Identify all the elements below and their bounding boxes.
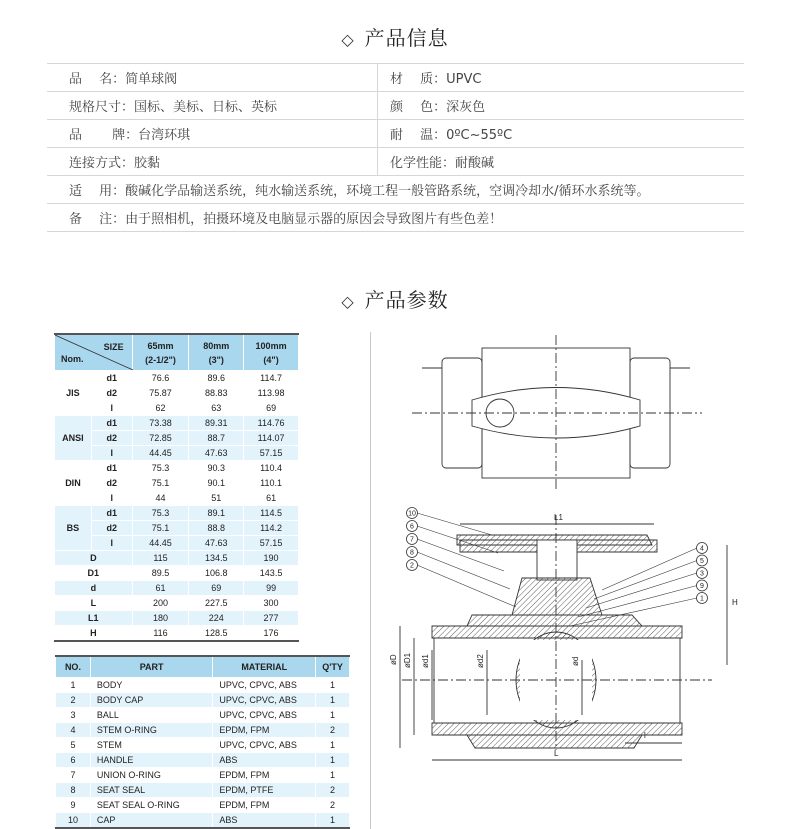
table-cell: 114.7 <box>244 371 299 386</box>
table-cell: 1 <box>316 678 350 693</box>
info-cell: 材 质：UPVC <box>378 64 745 92</box>
table-cell: 114.07 <box>244 431 299 446</box>
dim-D1: øD1 <box>403 652 412 668</box>
table-cell: 1 <box>316 768 350 783</box>
table-cell: d1 <box>91 416 132 431</box>
table-row <box>55 611 299 626</box>
table-cell: l <box>91 536 132 551</box>
corner-size-label: SIZE <box>103 342 124 352</box>
table-cell: 7 <box>56 768 91 783</box>
product-info-table <box>47 63 744 232</box>
section-title-text: 产品信息 <box>364 26 449 50</box>
standard-label: JIS <box>55 371 92 416</box>
table-cell: EPDM, FPM <box>213 798 316 813</box>
table-cell: 143.5 <box>244 566 299 581</box>
table-row <box>55 521 299 536</box>
table-cell: 75.1 <box>132 521 189 536</box>
table-cell: 114.5 <box>244 506 299 521</box>
callout-number: 1 <box>700 595 704 603</box>
table-cell: 47.63 <box>189 446 244 461</box>
table-cell: BODY <box>90 678 213 693</box>
table-cell: EPDM, FPM <box>213 768 316 783</box>
table-row <box>55 566 299 581</box>
standard-label: ANSI <box>55 416 92 461</box>
table-cell: 89.31 <box>189 416 244 431</box>
callout-number: 6 <box>410 523 414 531</box>
valve-section-view <box>400 515 727 760</box>
table-cell: 2 <box>316 783 350 798</box>
divider-line <box>370 332 371 829</box>
table-cell: 116 <box>132 626 189 642</box>
table-row <box>55 431 299 446</box>
table-cell: 190 <box>244 551 299 566</box>
size-header: 100mm (4") <box>244 334 299 371</box>
table-cell: 4 <box>56 723 91 738</box>
table-row <box>56 708 350 723</box>
callout-leader <box>417 552 510 589</box>
table-cell: UNION O-RING <box>90 768 213 783</box>
table-cell: UPVC, CPVC, ABS <box>213 708 316 723</box>
callout-leader <box>417 565 516 607</box>
table-cell: 1 <box>316 813 350 829</box>
table-cell: 69 <box>244 401 299 416</box>
table-cell: 89.1 <box>189 506 244 521</box>
parts-header: NO. <box>56 656 91 678</box>
table-row <box>56 678 350 693</box>
table-cell: 72.85 <box>132 431 189 446</box>
table-cell: 75.3 <box>132 461 189 476</box>
table-cell: 6 <box>56 753 91 768</box>
dim-d1: ød1 <box>421 654 430 668</box>
dim-d: ød <box>571 656 580 666</box>
table-row <box>55 536 299 551</box>
table-row <box>55 446 299 461</box>
table-row <box>56 813 350 829</box>
diamond-outline-icon: ◇ <box>341 30 355 49</box>
table-row <box>55 461 299 476</box>
table-cell: d1 <box>91 506 132 521</box>
table-cell: EPDM, FPM <box>213 723 316 738</box>
table-cell: 88.8 <box>189 521 244 536</box>
table-cell: d1 <box>91 371 132 386</box>
table-cell: d2 <box>91 431 132 446</box>
standard-label: BS <box>55 506 92 551</box>
table-row <box>55 506 299 521</box>
table-cell: 134.5 <box>189 551 244 566</box>
table-cell: 2 <box>316 723 350 738</box>
table-cell: D1 <box>55 566 133 581</box>
table-row <box>55 476 299 491</box>
table-cell: 224 <box>189 611 244 626</box>
table-row <box>55 491 299 506</box>
table-cell: 128.5 <box>189 626 244 642</box>
table-cell: 76.6 <box>132 371 189 386</box>
table-cell: SEAT SEAL O-RING <box>90 798 213 813</box>
info-cell: 颜 色：深灰色 <box>378 92 745 120</box>
table-cell: 110.1 <box>244 476 299 491</box>
dim-L1: L1 <box>554 513 563 522</box>
section-title-product-params <box>0 284 790 313</box>
parts-header: Q'TY <box>316 656 350 678</box>
table-cell: STEM O-RING <box>90 723 213 738</box>
table-cell: 106.8 <box>189 566 244 581</box>
table-cell: L <box>55 596 133 611</box>
table-row <box>56 783 350 798</box>
parts-header: MATERIAL <box>213 656 316 678</box>
table-cell: 9 <box>56 798 91 813</box>
table-cell: 57.15 <box>244 536 299 551</box>
callout-number: 8 <box>410 549 414 557</box>
table-cell: l <box>91 446 132 461</box>
table-cell: 75.1 <box>132 476 189 491</box>
size-header: 80mm (3") <box>189 334 244 371</box>
table-cell: 88.7 <box>189 431 244 446</box>
table-cell: 300 <box>244 596 299 611</box>
dim-D: øD <box>389 654 398 665</box>
diamond-outline-icon: ◇ <box>341 292 355 311</box>
table-cell: D <box>55 551 133 566</box>
table-cell: 69 <box>189 581 244 596</box>
table-cell: 44 <box>132 491 189 506</box>
info-cell: 化学性能：耐酸碱 <box>378 148 745 176</box>
table-cell: 227.5 <box>189 596 244 611</box>
table-cell: 10 <box>56 813 91 829</box>
dim-L: L <box>554 749 559 758</box>
table-cell: CAP <box>90 813 213 829</box>
info-cell: 品 牌：台湾环琪 <box>47 120 378 148</box>
table-row <box>55 386 299 401</box>
table-cell: d2 <box>91 521 132 536</box>
callout-leader <box>602 548 697 590</box>
table-cell: 57.15 <box>244 446 299 461</box>
table-cell: d2 <box>91 386 132 401</box>
section-title-text: 产品参数 <box>364 288 449 312</box>
callout-number: 3 <box>700 570 704 578</box>
table-cell: 1 <box>56 678 91 693</box>
info-cell: 品 名：简单球阀 <box>47 64 378 92</box>
table-row <box>56 723 350 738</box>
table-cell: ABS <box>213 753 316 768</box>
info-cell: 耐 温：0ºC~55ºC <box>378 120 745 148</box>
callout-leader <box>586 573 697 608</box>
table-row <box>56 768 350 783</box>
table-cell: 90.3 <box>189 461 244 476</box>
table-row <box>55 551 299 566</box>
table-row <box>55 581 299 596</box>
table-cell: 115 <box>132 551 189 566</box>
table-row <box>56 738 350 753</box>
table-cell: 1 <box>316 753 350 768</box>
table-cell: BALL <box>90 708 213 723</box>
table-row <box>56 693 350 708</box>
table-cell: L1 <box>55 611 133 626</box>
table-cell: UPVC, CPVC, ABS <box>213 678 316 693</box>
callout-number: 10 <box>408 510 416 518</box>
table-row <box>55 416 299 431</box>
table-cell: STEM <box>90 738 213 753</box>
dim-l: l <box>644 731 646 740</box>
corner-nom-label: Nom. <box>61 354 84 364</box>
callout-number: 2 <box>410 562 414 570</box>
section-title-product-info <box>0 22 790 51</box>
corner-header <box>55 334 133 371</box>
table-cell: d1 <box>91 461 132 476</box>
table-cell: 88.83 <box>189 386 244 401</box>
table-cell: 89.5 <box>132 566 189 581</box>
table-cell: SEAT SEAL <box>90 783 213 798</box>
table-cell: l <box>91 491 132 506</box>
table-cell: 51 <box>189 491 244 506</box>
table-cell: 110.4 <box>244 461 299 476</box>
size-header: 65mm (2-1/2") <box>132 334 189 371</box>
info-cell: 规格尺寸：国标、美标、日标、英标 <box>47 92 378 120</box>
table-cell: 99 <box>244 581 299 596</box>
parts-table <box>55 655 350 829</box>
table-cell: 114.2 <box>244 521 299 536</box>
callout-number: 5 <box>700 558 704 565</box>
table-cell: 89.6 <box>189 371 244 386</box>
valve-drawing <box>372 330 790 829</box>
table-cell: HANDLE <box>90 753 213 768</box>
table-cell: EPDM, PTFE <box>213 783 316 798</box>
table-cell: UPVC, CPVC, ABS <box>213 693 316 708</box>
table-cell: 47.63 <box>189 536 244 551</box>
callout-number: 7 <box>410 536 414 544</box>
table-cell: 113.98 <box>244 386 299 401</box>
info-cell: 连接方式：胶黏 <box>47 148 378 176</box>
dim-d2: ød2 <box>476 654 485 668</box>
table-cell: 1 <box>316 738 350 753</box>
table-row <box>55 401 299 416</box>
table-cell: 8 <box>56 783 91 798</box>
table-cell: 44.45 <box>132 446 189 461</box>
table-cell: BODY CAP <box>90 693 213 708</box>
table-cell: 90.1 <box>189 476 244 491</box>
callout-number: 4 <box>700 545 704 553</box>
table-cell: 62 <box>132 401 189 416</box>
info-usage: 适 用：酸碱化学品输送系统，纯水输送系统，环境工程一般管路系统，空调冷却水/循环水系统等。 <box>47 176 744 204</box>
table-cell: 3 <box>56 708 91 723</box>
table-cell: 2 <box>56 693 91 708</box>
table-row <box>55 596 299 611</box>
table-row <box>55 626 299 642</box>
table-row <box>55 371 299 386</box>
table-cell: 277 <box>244 611 299 626</box>
table-cell: 61 <box>244 491 299 506</box>
table-cell: ABS <box>213 813 316 829</box>
callout-leader <box>594 561 697 600</box>
table-cell: 200 <box>132 596 189 611</box>
table-cell: 1 <box>316 693 350 708</box>
table-cell: 61 <box>132 581 189 596</box>
table-cell: 180 <box>132 611 189 626</box>
table-row <box>56 753 350 768</box>
table-cell: 44.45 <box>132 536 189 551</box>
table-row <box>56 798 350 813</box>
info-note: 备 注：由于照相机，拍摄环境及电脑显示器的原因会导致图片有些色差！ <box>47 204 744 232</box>
table-cell: 75.3 <box>132 506 189 521</box>
table-cell: 1 <box>316 708 350 723</box>
table-cell: 73.38 <box>132 416 189 431</box>
valve-top-view <box>412 335 702 490</box>
table-cell: 63 <box>189 401 244 416</box>
table-cell: 5 <box>56 738 91 753</box>
table-cell: 2 <box>316 798 350 813</box>
table-cell: 114.76 <box>244 416 299 431</box>
table-cell: 176 <box>244 626 299 642</box>
table-cell: H <box>55 626 133 642</box>
table-cell: d2 <box>91 476 132 491</box>
dimension-table <box>54 333 299 642</box>
table-cell: d <box>55 581 133 596</box>
parts-header: PART <box>90 656 213 678</box>
table-cell: UPVC, CPVC, ABS <box>213 738 316 753</box>
callout-number: 9 <box>700 583 704 590</box>
dim-H: H <box>732 598 738 607</box>
standard-label: DIN <box>55 461 92 506</box>
table-cell: l <box>91 401 132 416</box>
table-cell: 75.87 <box>132 386 189 401</box>
